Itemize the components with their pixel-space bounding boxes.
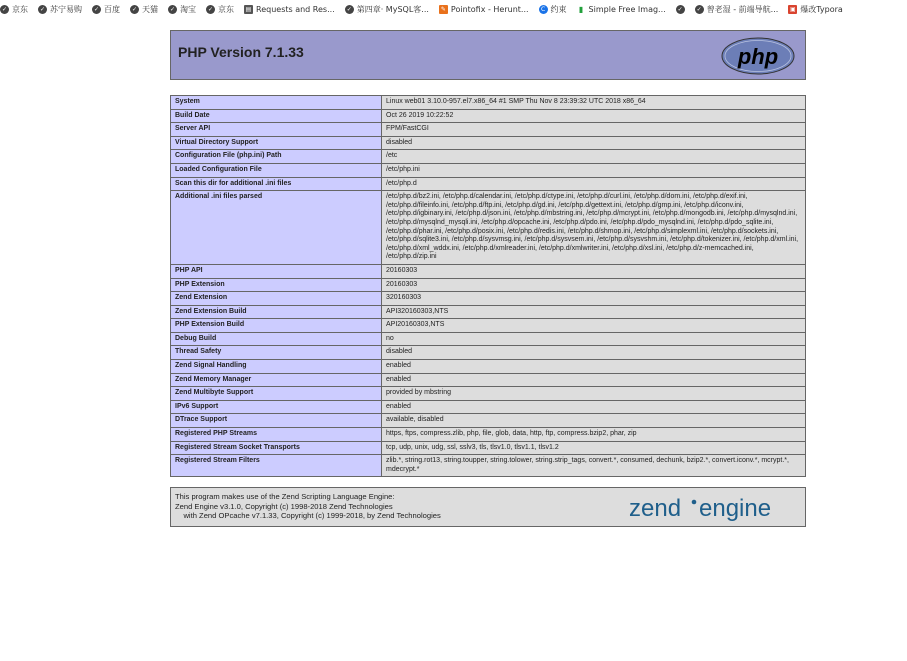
- table-row: [171, 292, 806, 306]
- bookmark-item[interactable]: [676, 5, 685, 14]
- row-key: Server API: [171, 123, 382, 137]
- row-key: Zend Extension: [171, 292, 382, 306]
- table-row: [171, 373, 806, 387]
- bookmark-label: 曾老湿 - 前端导航...: [706, 4, 779, 14]
- bookmarks-bar: [0, 0, 907, 18]
- c-icon: C: [539, 5, 548, 14]
- bookmark-item[interactable]: [439, 5, 529, 14]
- bookmark-label: 苏宁易购: [50, 4, 82, 14]
- globe-icon: ✓: [677, 5, 683, 13]
- bookmark-item[interactable]: [206, 4, 234, 15]
- php-header: [170, 30, 806, 80]
- bookmark-item[interactable]: [788, 4, 843, 15]
- row-key: Build Date: [171, 109, 382, 123]
- row-key: Loaded Configuration File: [171, 163, 382, 177]
- row-value: no: [382, 332, 806, 346]
- bookmark-item[interactable]: [695, 4, 779, 15]
- row-value: zlib.*, string.rot13, string.toupper, string.tolower, string.strip_tags, convert.*, consumed, dechunk, bzip2.*, convert.iconv.*, mcrypt.*, mdecrypt.*: [382, 455, 806, 477]
- bookmark-item[interactable]: [577, 5, 666, 14]
- table-row: [171, 414, 806, 428]
- bookmark-item[interactable]: [130, 4, 158, 15]
- row-value: available, disabled: [382, 414, 806, 428]
- bookmark-label: 约束: [550, 4, 567, 14]
- zend-logo-text: zend: [629, 495, 682, 523]
- row-value: enabled: [382, 373, 806, 387]
- table-row: [171, 123, 806, 137]
- table-row: [171, 441, 806, 455]
- table-row: [171, 332, 806, 346]
- row-value: https, ftps, compress.zlib, php, file, glob, data, http, ftp, compress.bzip2, phar, zip: [382, 428, 806, 442]
- bookmark-item[interactable]: [345, 4, 429, 15]
- row-value: disabled: [382, 136, 806, 150]
- engine-logo-text: engine: [699, 495, 772, 523]
- info-table: [170, 95, 806, 477]
- row-value: /etc/php.d/bz2.ini, /etc/php.d/calendar.ini, /etc/php.d/ctype.ini, /etc/php.d/curl.ini, /etc/php.d/dom.ini, /etc/php.d/exif.ini, /etc/php.d/fileinfo.ini, /etc/php.d/ftp.ini, /etc/php.d/gd.ini, /etc/php.d/gettext.ini, /etc/php.d/gmp.ini, /etc/php.d/iconv.ini, /etc/php.d/igbinary.ini, /etc/php.d/json.ini, /etc/php.d/mbstring.ini, /etc/php.d/mcrypt.ini, /etc/php.d/mongodb.ini, /etc/php.d/mysqlnd.ini, /etc/php.d/mysqlnd_mysqli.ini, /etc/php.d/opcache.ini, /etc/php.d/pdo.ini, /etc/php.d/pdo_mysqlnd.ini, /etc/php.d/pdo_sqlite.ini, /etc/php.d/phar.ini, /etc/php.d/posix.ini, /etc/php.d/redis.ini, /etc/php.d/shmop.ini, /etc/php.d/simplexml.ini, /etc/php.d/sockets.ini, /etc/php.d/sqlite3.ini, /etc/php.d/sysvmsg.ini, /etc/php.d/sysvsem.ini, /etc/php.d/sysvshm.ini, /etc/php.d/tokenizer.ini, /etc/php.d/xml.ini, /etc/php.d/xml_wddx.ini, /etc/php.d/xmlreader.ini, /etc/php.d/xmlwriter.ini, /etc/php.d/xsl.ini, /etc/php.d/z-memcached.ini, /etc/php.d/zip.ini: [382, 191, 806, 265]
- row-value: API320160303,NTS: [382, 305, 806, 319]
- row-value: tcp, udp, unix, udg, ssl, sslv3, tls, tlsv1.0, tlsv1.1, tlsv1.2: [382, 441, 806, 455]
- bookmark-item[interactable]: [38, 4, 82, 15]
- bookmark-label: 第四章· MySQL客...: [356, 4, 429, 14]
- globe-icon: ✓: [39, 5, 46, 13]
- row-value: 20160303: [382, 264, 806, 278]
- table-row: [171, 360, 806, 374]
- php-logo[interactable]: [721, 37, 795, 75]
- zend-logo-dot: [692, 500, 697, 505]
- row-value: provided by mbstring: [382, 387, 806, 401]
- globe-icon: ✓: [696, 5, 702, 13]
- row-value: /etc: [382, 150, 806, 164]
- pointofix-icon: ✎: [440, 5, 446, 13]
- globe-icon: ✓: [169, 5, 176, 13]
- row-key: PHP API: [171, 264, 382, 278]
- table-row: [171, 191, 806, 265]
- row-key: IPv6 Support: [171, 400, 382, 414]
- bookmark-item[interactable]: [92, 4, 120, 15]
- row-key: PHP Extension: [171, 278, 382, 292]
- row-key: Zend Extension Build: [171, 305, 382, 319]
- bookmark-item[interactable]: [168, 4, 196, 15]
- globe-icon: ✓: [93, 5, 100, 13]
- row-key: Scan this dir for additional .ini files: [171, 177, 382, 191]
- row-value: /etc/php.d: [382, 177, 806, 191]
- row-key: Additional .ini files parsed: [171, 191, 382, 265]
- row-key: DTrace Support: [171, 414, 382, 428]
- table-row: [171, 455, 806, 477]
- table-row: [171, 387, 806, 401]
- zend-footer: [170, 487, 806, 527]
- bookmark-label: 淘宝: [180, 4, 196, 14]
- php-logo-text: php: [737, 44, 779, 69]
- row-value: FPM/FastCGI: [382, 123, 806, 137]
- globe-icon: ✓: [207, 5, 214, 13]
- red-square-icon: ▣: [789, 5, 796, 13]
- globe-icon: ✓: [346, 5, 352, 13]
- row-value: enabled: [382, 400, 806, 414]
- row-value: enabled: [382, 360, 806, 374]
- bookmark-item[interactable]: [244, 5, 335, 14]
- row-value: Linux web01 3.10.0-957.el7.x86_64 #1 SMP Thu Nov 8 23:39:32 UTC 2018 x86_64: [382, 96, 806, 110]
- row-key: Configuration File (php.ini) Path: [171, 150, 382, 164]
- bookmark-item[interactable]: [539, 4, 567, 15]
- table-row: [171, 278, 806, 292]
- footer-text: This program makes use of the Zend Scripting Language Engine: Zend Engine v3.1.0, Copyright (c) 1998-2018 Zend Technologies with Zend OPcache v7.1.33, Copyright (c) 1999-2018, by Zend Technologies: [175, 492, 441, 521]
- page-title: PHP Version 7.1.33: [178, 44, 304, 60]
- bars-icon: ▮: [578, 4, 584, 14]
- row-key: Zend Memory Manager: [171, 373, 382, 387]
- row-key: Registered Stream Socket Transports: [171, 441, 382, 455]
- table-row: [171, 428, 806, 442]
- bookmark-item[interactable]: [0, 4, 28, 15]
- table-row: [171, 400, 806, 414]
- table-row: [171, 109, 806, 123]
- row-key: Zend Multibyte Support: [171, 387, 382, 401]
- table-row: [171, 264, 806, 278]
- zend-engine-logo[interactable]: [629, 494, 801, 522]
- row-key: Zend Signal Handling: [171, 360, 382, 374]
- globe-icon: ✓: [1, 5, 8, 13]
- bookmark-label: Simple Free Imag...: [588, 4, 666, 14]
- row-key: Debug Build: [171, 332, 382, 346]
- row-key: PHP Extension Build: [171, 319, 382, 333]
- row-key: Thread Safety: [171, 346, 382, 360]
- table-row: [171, 136, 806, 150]
- row-value: Oct 26 2019 10:22:52: [382, 109, 806, 123]
- bookmark-label: Requests and Res...: [256, 4, 335, 14]
- row-value: /etc/php.ini: [382, 163, 806, 177]
- row-key: Registered Stream Filters: [171, 455, 382, 477]
- row-value: API20160303,NTS: [382, 319, 806, 333]
- bookmark-label: 京东: [218, 4, 234, 14]
- row-value: 20160303: [382, 278, 806, 292]
- globe-icon: ✓: [131, 5, 138, 13]
- bookmark-label: Pointofix - Herunt...: [450, 4, 529, 14]
- row-value: disabled: [382, 346, 806, 360]
- table-row: [171, 319, 806, 333]
- document-icon: ▤: [245, 5, 252, 13]
- bookmark-label: 百度: [104, 4, 120, 14]
- table-row: [171, 177, 806, 191]
- table-row: [171, 96, 806, 110]
- row-key: Registered PHP Streams: [171, 428, 382, 442]
- row-key: System: [171, 96, 382, 110]
- table-row: [171, 346, 806, 360]
- row-key: Virtual Directory Support: [171, 136, 382, 150]
- table-row: [171, 305, 806, 319]
- bookmark-label: 天猫: [142, 4, 158, 14]
- phpinfo-page: [170, 30, 806, 527]
- table-row: [171, 163, 806, 177]
- table-row: [171, 150, 806, 164]
- row-value: 320160303: [382, 292, 806, 306]
- bookmark-label: 爆改Typora: [800, 4, 843, 14]
- bookmark-label: 京东: [12, 4, 28, 14]
